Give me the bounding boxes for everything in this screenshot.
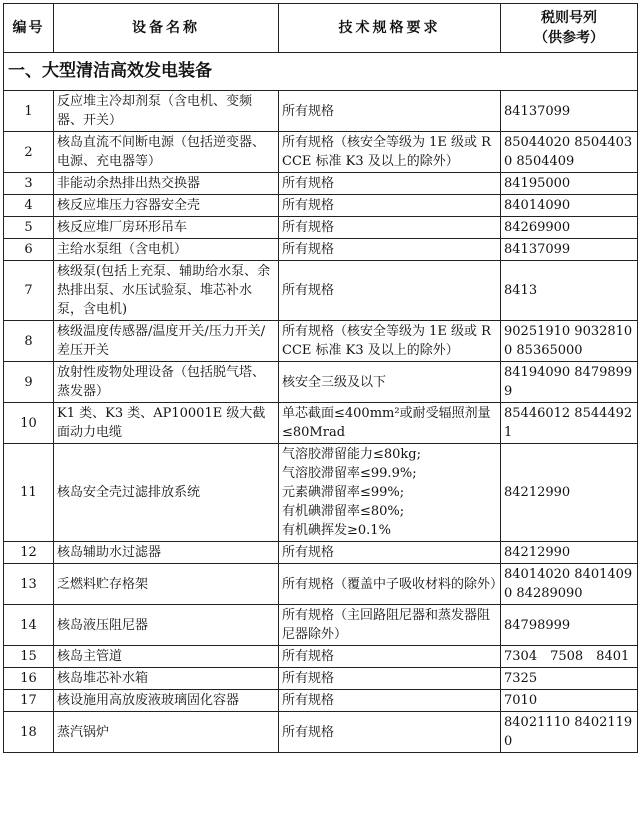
row-no: 1 xyxy=(4,91,54,132)
table-row xyxy=(4,321,638,362)
table-row xyxy=(4,646,638,668)
row-code: 84137099 xyxy=(501,239,638,261)
row-no: 9 xyxy=(4,362,54,403)
row-spec: 所有规格 xyxy=(279,690,501,712)
row-name: 核级泵(包括上充泵、辅助给水泵、余热排出泵、水压试验泵、堆芯补水泵，含电机) xyxy=(54,261,279,321)
row-code: 84014020 84014090 84289090 xyxy=(501,564,638,605)
row-no: 3 xyxy=(4,173,54,195)
section-title: 一、大型清洁高效发电装备 xyxy=(4,53,638,91)
row-name: 乏燃料贮存格架 xyxy=(54,564,279,605)
table-row xyxy=(4,217,638,239)
spec-line: 有机碘挥发≥0.1% xyxy=(282,523,391,538)
row-no: 14 xyxy=(4,605,54,646)
row-name: 核反应堆压力容器安全壳 xyxy=(54,195,279,217)
row-spec: 所有规格（覆盖中子吸收材料的除外） xyxy=(279,564,501,605)
row-no: 18 xyxy=(4,712,54,753)
section-row xyxy=(4,53,638,91)
row-no: 17 xyxy=(4,690,54,712)
table-row xyxy=(4,173,638,195)
row-code: 7010 xyxy=(501,690,638,712)
header-no: 编号 xyxy=(4,4,54,53)
row-code: 84014090 xyxy=(501,195,638,217)
table-row xyxy=(4,542,638,564)
row-code: 84269900 xyxy=(501,217,638,239)
row-name: 核岛辅助水过滤器 xyxy=(54,542,279,564)
table-row xyxy=(4,239,638,261)
row-spec: 所有规格 xyxy=(279,542,501,564)
row-no: 12 xyxy=(4,542,54,564)
row-no: 7 xyxy=(4,261,54,321)
row-no: 5 xyxy=(4,217,54,239)
row-spec: 所有规格 xyxy=(279,195,501,217)
spec-line: 气溶胶滞留率≤99.9%; xyxy=(282,466,417,481)
row-spec: 所有规格（核安全等级为 1E 级或 RCCE 标准 K3 及以上的除外） xyxy=(279,132,501,173)
row-spec xyxy=(279,444,501,542)
row-no: 6 xyxy=(4,239,54,261)
row-no: 10 xyxy=(4,403,54,444)
table-row xyxy=(4,444,638,542)
table-row xyxy=(4,132,638,173)
row-spec: 所有规格 xyxy=(279,646,501,668)
row-spec: 单芯截面≤400mm²或耐受辐照剂量≤80Mrad xyxy=(279,403,501,444)
row-name: 核级温度传感器/温度开关/压力开关/差压开关 xyxy=(54,321,279,362)
row-name: 非能动余热排出热交换器 xyxy=(54,173,279,195)
row-no: 11 xyxy=(4,444,54,542)
row-name: 核岛堆芯补水箱 xyxy=(54,668,279,690)
row-spec: 所有规格 xyxy=(279,173,501,195)
header-tariff-code-line2: （供参考） xyxy=(534,30,604,46)
row-code: 84212990 xyxy=(501,444,638,542)
row-no: 16 xyxy=(4,668,54,690)
table-row xyxy=(4,690,638,712)
row-name: K1 类、K3 类、AP10001E 级大截面动力电缆 xyxy=(54,403,279,444)
row-code: 7325 xyxy=(501,668,638,690)
row-spec: 所有规格（主回路阻尼器和蒸发器阻尼器除外） xyxy=(279,605,501,646)
table-row xyxy=(4,195,638,217)
row-code: 84195000 xyxy=(501,173,638,195)
table-row xyxy=(4,91,638,132)
header-spec: 技术规格要求 xyxy=(279,4,501,53)
row-name: 核反应堆厂房环形吊车 xyxy=(54,217,279,239)
row-no: 13 xyxy=(4,564,54,605)
header-tariff-code xyxy=(501,4,638,53)
row-spec: 核安全三级及以下 xyxy=(279,362,501,403)
row-name: 核岛液压阻尼器 xyxy=(54,605,279,646)
row-code: 84798999 xyxy=(501,605,638,646)
table-row xyxy=(4,564,638,605)
row-spec: 所有规格 xyxy=(279,261,501,321)
row-spec: 所有规格 xyxy=(279,91,501,132)
row-spec: 所有规格 xyxy=(279,217,501,239)
row-name: 蒸汽锅炉 xyxy=(54,712,279,753)
row-no: 2 xyxy=(4,132,54,173)
row-code: 84212990 xyxy=(501,542,638,564)
header-name: 设备名称 xyxy=(54,4,279,53)
table-row xyxy=(4,362,638,403)
table-row xyxy=(4,605,638,646)
row-spec: 所有规格 xyxy=(279,668,501,690)
table-row xyxy=(4,403,638,444)
row-code: 84021110 84021190 xyxy=(501,712,638,753)
equipment-table xyxy=(3,3,638,753)
spec-line: 元素碘滞留率≤99%; xyxy=(282,485,405,500)
row-no: 8 xyxy=(4,321,54,362)
row-name: 核岛安全壳过滤排放系统 xyxy=(54,444,279,542)
row-code: 85446012 85444921 xyxy=(501,403,638,444)
row-spec: 所有规格 xyxy=(279,239,501,261)
row-code: 8413 xyxy=(501,261,638,321)
row-name: 反应堆主冷却剂泵（含电机、变频器、开关） xyxy=(54,91,279,132)
row-no: 4 xyxy=(4,195,54,217)
row-code: 7304 7508 8401 xyxy=(501,646,638,668)
table-row xyxy=(4,712,638,753)
row-no: 15 xyxy=(4,646,54,668)
table-row xyxy=(4,668,638,690)
row-spec: 所有规格 xyxy=(279,712,501,753)
row-code: 90251910 90328100 85365000 xyxy=(501,321,638,362)
row-name: 核岛直流不间断电源（包括逆变器、电源、充电器等） xyxy=(54,132,279,173)
row-code: 85044020 85044030 8504409 xyxy=(501,132,638,173)
row-name: 放射性废物处理设备（包括脱气塔、蒸发器） xyxy=(54,362,279,403)
header-tariff-code-line1: 税则号列 xyxy=(541,10,597,26)
row-spec: 所有规格（核安全等级为 1E 级或 RCCE 标准 K3 及以上的除外） xyxy=(279,321,501,362)
row-name: 主给水泵组（含电机） xyxy=(54,239,279,261)
row-name: 核岛主管道 xyxy=(54,646,279,668)
row-name: 核设施用高放废液玻璃固化容器 xyxy=(54,690,279,712)
spec-line: 气溶胶滞留能力≤80kg; xyxy=(282,447,422,462)
spec-line: 有机碘滞留率≤80%; xyxy=(282,504,405,519)
row-code: 84194090 84798999 xyxy=(501,362,638,403)
row-code: 84137099 xyxy=(501,91,638,132)
table-row xyxy=(4,261,638,321)
table-header-row xyxy=(4,4,638,53)
